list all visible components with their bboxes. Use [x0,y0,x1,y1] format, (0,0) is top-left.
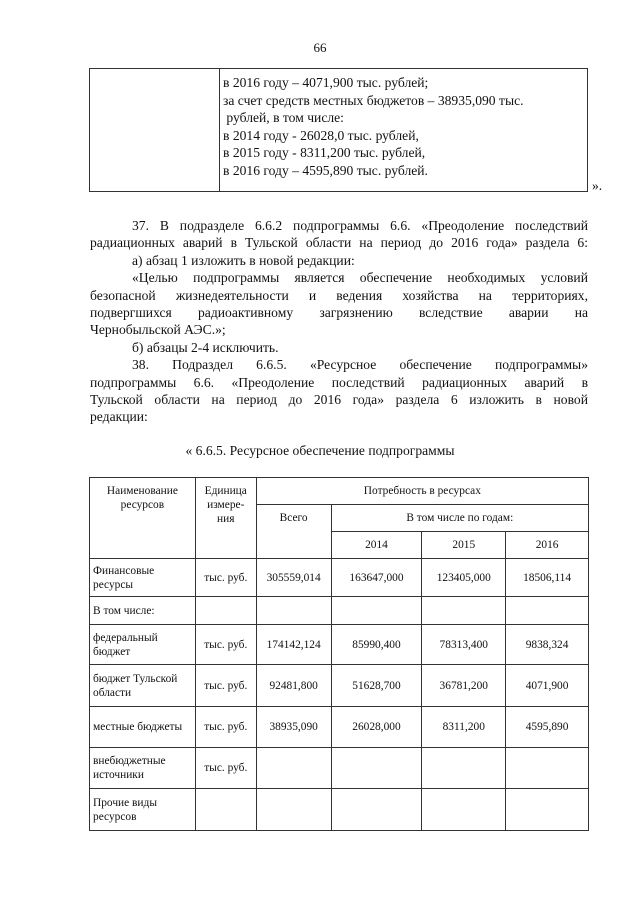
text-line: редакции: [90,409,148,425]
table-row [90,597,589,625]
row-unit: тыс. руб. [195,707,256,748]
text-line: в 2016 году – 4595,890 тыс. рублей. [223,162,428,178]
row-2014 [331,748,422,789]
row-2016: 4071,900 [506,665,589,707]
closing-quote-mark: ». [592,178,603,193]
row-name: Финансовые ресурсы [90,559,196,597]
row-2015 [422,748,506,789]
text-line: подпрограммы 6.6. «Преодоление последствий радиационных аварий в [90,374,588,390]
text-line: радиационных аварий в Тульской области на период до 2016 года» раздела 6: [90,235,588,251]
row-2015: 8311,200 [422,707,506,748]
table-row [90,559,589,597]
row-2014: 163647,000 [331,559,422,597]
row-unit [195,789,256,831]
text-line: подвергшихся радиоактивному загрязнению вследствие аварии на [90,305,588,321]
text-line: 38. Подраздел 6.6.5. «Ресурсное обеспечение подпрограммы» [132,357,588,373]
page-number: 66 [313,40,327,55]
row-2014: 51628,700 [331,665,422,707]
row-unit: тыс. руб. [195,748,256,789]
row-total [256,597,331,625]
table-row [90,625,589,665]
text-line: за счет средств местных бюджетов – 38935,090 тыс. [223,92,524,108]
header-unit: Единица измере-ния [195,478,256,559]
table-row [90,665,589,707]
row-total: 174142,124 [256,625,331,665]
row-2016 [506,789,589,831]
text-line: рублей, в том числе: [223,110,344,126]
header-by-years: В том числе по годам: [331,505,588,532]
row-name: местные бюджеты [90,707,196,748]
item-37 [90,217,588,426]
row-2016: 18506,114 [506,559,589,597]
header-year: 2016 [506,532,589,559]
header-name: Наименование ресурсов [90,478,196,559]
text-line: Чернобыльской АЭС.»; [90,322,226,338]
row-name: В том числе: [90,597,196,625]
table-row [90,707,589,748]
text-line: в 2015 году - 8311,200 тыс. рублей, [223,145,426,161]
text-line: Тульской области на период до 2016 года» раздела 6 изложить в новой [90,392,588,408]
continuation-text [223,74,524,180]
header-year: 2015 [422,532,506,559]
row-total: 305559,014 [256,559,331,597]
header-need: Потребность в ресурсах [256,478,588,505]
row-total [256,789,331,831]
text-line: 37. В подразделе 6.6.2 подпрограммы 6.6. «Преодоление последствий [132,218,588,233]
row-2015: 78313,400 [422,625,506,665]
row-total: 92481,800 [256,665,331,707]
row-total [256,748,331,789]
row-2015: 36781,200 [422,665,506,707]
row-total: 38935,090 [256,707,331,748]
table-divider [219,69,220,191]
row-name: бюджет Тульской области [90,665,196,707]
header-total: Всего [256,505,331,559]
row-2015 [422,597,506,625]
row-2016 [506,597,589,625]
row-name: федеральный бюджет [90,625,196,665]
text-line: в 2016 году – 4071,900 тыс. рублей; [223,75,429,90]
row-2014 [331,597,422,625]
row-unit: тыс. руб. [195,665,256,707]
row-2016 [506,748,589,789]
row-name: Прочие виды ресурсов [90,789,196,831]
text-line: «Целью подпрограммы является обеспечение необходимых условий [132,270,588,286]
row-2014 [331,789,422,831]
row-2016: 4595,890 [506,707,589,748]
row-2015 [422,789,506,831]
row-2014: 26028,000 [331,707,422,748]
row-unit [195,597,256,625]
row-2014: 85990,400 [331,625,422,665]
text-line: а) абзац 1 изложить в новой редакции: [132,252,355,268]
text-line: безопасной жизнедеятельности и ведения хозяйства на территориях, [90,287,588,303]
table-row [90,789,589,831]
header-year: 2014 [331,532,422,559]
row-2016: 9838,324 [506,625,589,665]
resource-table [89,477,589,831]
row-unit: тыс. руб. [195,559,256,597]
text-line: в 2014 году - 26028,0 тыс. рублей, [223,127,419,143]
header-row [90,478,589,505]
text-line: б) абзацы 2-4 исключить. [132,339,279,355]
row-name: внебюджетные источники [90,748,196,789]
row-unit: тыс. руб. [195,625,256,665]
continuation-table [89,68,588,192]
row-2015: 123405,000 [422,559,506,597]
table-row [90,748,589,789]
table-caption: « 6.6.5. Ресурсное обеспечение подпрограммы [185,443,455,458]
